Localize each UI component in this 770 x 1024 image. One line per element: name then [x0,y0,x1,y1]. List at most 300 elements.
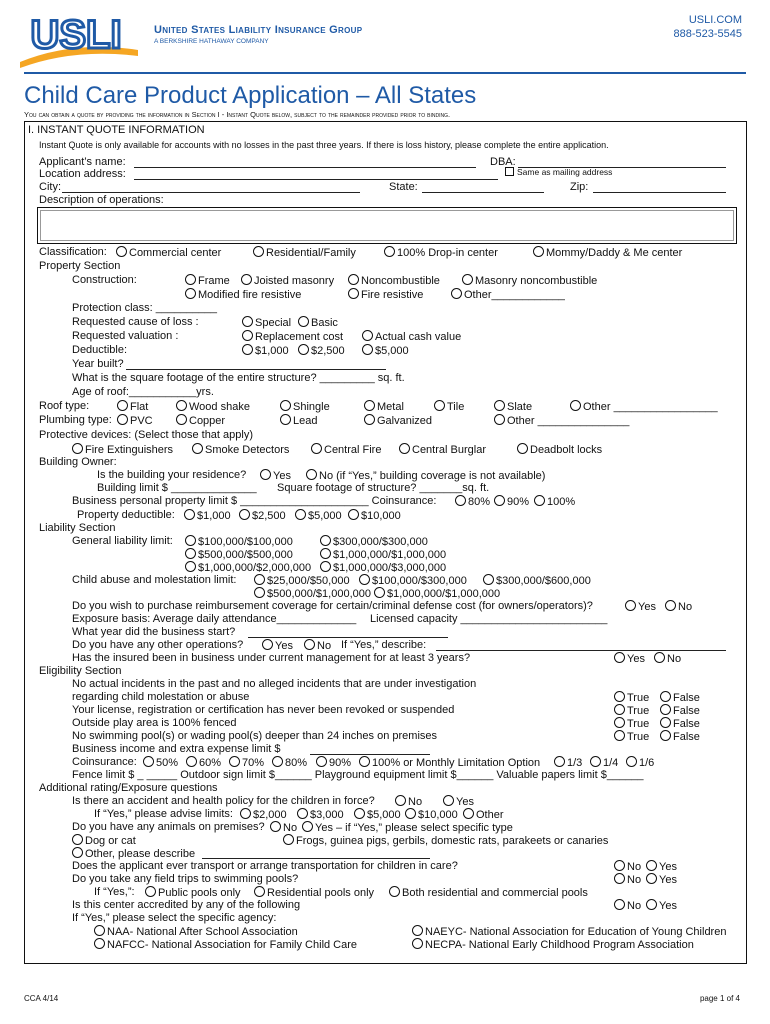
sqft-question[interactable]: What is the square footage of the entire structure? _________ sq. ft. [72,372,405,384]
protection-class[interactable]: Protection class: __________ [72,302,217,314]
ded-1000-radio[interactable] [242,344,289,357]
description-field[interactable] [37,207,737,244]
cause-basic-radio[interactable] [298,316,338,329]
pool-both[interactable] [389,886,588,899]
ci-50[interactable] [143,756,178,769]
roof-tile-radio[interactable] [434,400,464,413]
option-label: No [408,796,423,808]
radio-circle-icon [253,246,264,257]
option-label: 60% [199,757,222,769]
roof-metal-radio[interactable] [364,400,404,413]
owner-heading: Building Owner: [39,456,117,468]
plumb-galv-radio[interactable] [364,414,432,427]
lim-3000[interactable] [297,808,344,821]
const-fireres-radio[interactable] [348,288,423,301]
plumb-lead-radio[interactable] [280,414,317,427]
lim-10000[interactable] [405,808,458,821]
radio-circle-icon [494,495,505,506]
option-label: 1/4 [603,757,619,769]
option-label: True [627,705,650,717]
form-number: CCA 4/14 [24,994,59,1003]
prot-deadbolt-radio[interactable] [517,443,602,456]
field-yes[interactable] [646,873,677,886]
prot-smoke-radio[interactable] [192,443,289,456]
option-label: $300,000/$600,000 [496,575,591,587]
field-no[interactable] [614,873,641,886]
animals-q: Do you have any animals on premises? [72,821,265,833]
option-label: Yes [659,874,677,886]
licensed-capacity[interactable]: Licensed capacity ________________________ [370,613,608,625]
radio-circle-icon [434,400,445,411]
agency-necpa[interactable] [412,938,694,951]
radio-circle-icon [494,414,505,425]
option-label: $2,500 [252,510,286,522]
same-mailing-label: Same as mailing address [517,167,613,177]
describe-field[interactable] [436,650,726,651]
const-frame-radio[interactable] [185,274,230,287]
option-label: Yes – if “Yes,” please select specific type [315,822,513,834]
radio-circle-icon [242,330,253,341]
ded-5000-radio[interactable] [362,344,409,357]
radio-circle-icon [359,574,370,585]
applicant-name-label: Applicant’s name: [39,156,126,168]
agency-label: If “Yes,” please select the specific agency: [72,912,277,924]
radio-circle-icon [192,443,203,454]
radio-circle-icon [295,509,306,520]
option-label: $1,000 [197,510,231,522]
elig-q2-true[interactable] [614,704,649,717]
option-label: 70% [242,757,265,769]
option-label: $5,000 [367,809,401,821]
prot-central-fire-radio[interactable] [311,443,381,456]
radio-circle-icon [660,730,671,741]
roof-slate-radio[interactable] [494,400,532,413]
class-commercial-radio[interactable] [116,246,221,259]
radio-circle-icon [260,469,271,480]
agency-naeyc[interactable] [412,925,726,938]
radio-circle-icon [185,548,196,559]
option-label: Yes [627,653,645,665]
val-acv-radio[interactable] [362,330,461,343]
city-label: City: [39,181,61,193]
radio-circle-icon [117,400,128,411]
year-start-field[interactable] [248,637,448,638]
val-replacement-radio[interactable] [242,330,343,343]
radio-circle-icon [412,938,423,949]
radio-circle-icon [254,886,265,897]
radio-circle-icon [242,344,253,355]
accredited-no[interactable] [614,899,641,912]
radio-circle-icon [614,899,625,910]
ci-90[interactable] [316,756,351,769]
owner-yes-radio[interactable] [260,469,291,482]
reimb-yes-radio[interactable] [625,600,656,613]
roof-age[interactable]: Age of roof:___________yrs. [72,386,214,398]
structure-sqft[interactable]: Square footage of structure? _______sq. ft. [277,482,490,494]
pool-residential[interactable] [254,886,374,899]
gl-500k-radio[interactable] [185,548,293,561]
logo-text: USLI [30,13,122,57]
ci-1-4[interactable] [590,756,618,769]
building-limit[interactable]: Building limit $ ______________ [97,482,257,494]
radio-circle-icon [646,873,657,884]
radio-circle-icon [72,834,83,845]
owner-residence-q: Is the building your residence? [97,469,247,481]
abuse-25k-radio[interactable] [254,574,350,587]
accident-q: Is there an accident and health policy for the children in force? [72,795,375,807]
radio-circle-icon [241,274,252,285]
radio-circle-icon [240,808,251,819]
option-label: True [627,692,650,704]
option-label: $1,000 [255,345,289,357]
option-label: Flat [130,401,149,413]
option-label: Slate [507,401,533,413]
elig-q4-true[interactable] [614,730,649,743]
insured-yes-radio[interactable] [614,652,645,665]
radio-circle-icon [646,860,657,871]
applicant-name-field[interactable] [134,167,476,168]
subtitle: You can obtain a quote by providing the information in Section I - Instant Quote below, subject to the remainder provided prior to binding. [24,110,451,119]
radio-circle-icon [297,808,308,819]
elig-q2: Your license, registration or certification has never been revoked or suspended [72,704,455,716]
elig-q3-true[interactable] [614,717,649,730]
elig-q4-false[interactable] [660,730,700,743]
const-noncomb-radio[interactable] [348,274,440,287]
option-label: Basic [311,317,338,329]
radio-circle-icon [665,600,676,611]
class-residential-radio[interactable] [253,246,356,259]
pd-5000-radio[interactable] [295,509,342,522]
radio-circle-icon [534,495,545,506]
option-label: No [678,601,693,613]
exposure-basis[interactable]: Exposure basis: Average daily attendance_____________ [72,613,357,625]
option-label: Residential pools only [267,887,375,899]
radio-circle-icon [348,274,359,285]
additional-heading: Additional rating/Exposure questions [39,782,218,794]
option-label: Galvanized [377,415,433,427]
plumb-copper-radio[interactable] [176,414,225,427]
option-label: Deadbolt locks [530,444,603,456]
class-dropin-radio[interactable] [384,246,498,259]
option-label: NAA- National After School Association [107,926,298,938]
other-ops-label: Do you have any other operations? [72,639,244,651]
radio-circle-icon [185,274,196,285]
radio-circle-icon [145,886,156,897]
option-label: Noncombustible [361,275,440,287]
radio-circle-icon [272,756,283,767]
radio-circle-icon [117,414,128,425]
agency-nafcc[interactable] [94,938,357,951]
animals-yes-radio[interactable] [302,821,513,834]
option-label: 90% [507,496,530,508]
radio-circle-icon [185,561,196,572]
option-label: $1,000,000/$3,000,000 [333,562,447,574]
cause-special-radio[interactable] [242,316,291,329]
elig-q3-false[interactable] [660,717,700,730]
gl-100k-radio[interactable] [185,535,293,548]
cause-label: Requested cause of loss : [72,316,199,328]
location-field[interactable] [134,179,498,180]
bi-limit-field[interactable] [310,754,430,755]
transport-yes[interactable] [646,860,677,873]
option-label: No [627,874,642,886]
radio-circle-icon [185,288,196,299]
abuse-1m-radio[interactable] [374,587,500,600]
option-label: NAEYC- National Association for Education of Young Children [425,926,727,938]
radio-circle-icon [283,834,294,845]
reimb-no-radio[interactable] [665,600,692,613]
elig-q1a: No actual incidents in the past and no alleged incidents that are under investigation [72,678,477,690]
radio-circle-icon [405,808,416,819]
option-label: $100,000/$300,000 [372,575,467,587]
radio-circle-icon [614,730,625,741]
company-sub: A BERKSHIRE HATHAWAY COMPANY [154,38,269,45]
radio-circle-icon [94,938,105,949]
radio-circle-icon [302,821,313,832]
pd-10000-radio[interactable] [348,509,401,522]
option-label: No [317,640,332,652]
abuse-300k-radio[interactable] [483,574,591,587]
radio-circle-icon [320,548,331,559]
radio-circle-icon [451,288,462,299]
roof-shingle-radio[interactable] [280,400,330,413]
radio-circle-icon [72,847,83,858]
gl-300k-radio[interactable] [320,535,428,548]
option-label: $10,000 [361,510,401,522]
prop-ded-label: Property deductible: [77,509,175,521]
agency-naa[interactable] [94,925,298,938]
radio-circle-icon [316,756,327,767]
radio-circle-icon [389,886,400,897]
radio-circle-icon [348,509,359,520]
ci-1-3[interactable] [554,756,582,769]
city-field[interactable] [62,192,360,193]
option-label: $100,000/$100,000 [198,536,293,548]
const-masonry-radio[interactable] [462,274,597,287]
radio-circle-icon [395,795,406,806]
option-label: 100% Drop-in center [397,247,498,259]
option-label: Frame [198,275,230,287]
ci-100[interactable] [359,756,540,769]
radio-circle-icon [533,246,544,257]
radio-circle-icon [614,717,625,728]
ci-70[interactable] [229,756,264,769]
transport-no[interactable] [614,860,641,873]
coins-80-radio[interactable] [455,495,490,508]
radio-circle-icon [298,316,309,327]
abuse-100k-radio[interactable] [359,574,467,587]
ci-60[interactable] [186,756,221,769]
option-label: Other____________ [464,289,565,301]
plumb-pvc-radio[interactable] [117,414,153,427]
section1-note: Instant Quote is only available for accounts with no losses in the past three years. If there is loss history, please complete the entire application. [39,140,609,150]
lim-other[interactable] [463,808,504,821]
transport-q: Does the applicant ever transport or arrange transportation for children in care? [72,860,458,872]
option-label: Central Fire [324,444,382,456]
state-field[interactable] [422,192,544,193]
const-other-radio[interactable] [451,288,565,301]
option-label: Actual cash value [375,331,462,343]
option-label: True [627,731,650,743]
accident-no-radio[interactable] [395,795,422,808]
const-joisted-radio[interactable] [241,274,334,287]
other-ops-no-radio[interactable] [304,639,331,652]
elig-q4: No swimming pool(s) or wading pool(s) deeper than 24 inches on premises [72,730,438,742]
radio-circle-icon [239,509,250,520]
pool-public[interactable] [145,886,241,899]
description-label: Description of operations: [39,194,164,206]
radio-circle-icon [384,246,395,257]
option-label: $1,000,000/$2,000,000 [198,562,312,574]
same-mailing-checkbox[interactable] [505,167,612,177]
const-modified-radio[interactable] [185,288,301,301]
abuse-500k-radio[interactable] [254,587,371,600]
zip-label: Zip: [570,181,589,193]
eligibility-heading: Eligibility Section [39,665,122,677]
option-label: Other [476,809,504,821]
option-label: $5,000 [308,510,342,522]
option-label: $2,500 [311,345,345,357]
radio-circle-icon [463,808,474,819]
pd-1000-radio[interactable] [184,509,231,522]
radio-circle-icon [298,344,309,355]
radio-circle-icon [176,414,187,425]
reimb-question: Do you wish to purchase reimbursement coverage for certain/criminal defense cost (for owners/operators)? [72,600,593,612]
option-label: $1,000,000/$1,000,000 [387,588,501,600]
gl-1m2m-radio[interactable] [185,561,311,574]
prot-fire-ext-radio[interactable] [72,443,173,456]
plumb-other-radio[interactable] [494,414,629,427]
insured-no-radio[interactable] [654,652,681,665]
other-animal-field[interactable] [202,858,430,859]
roof-wood-radio[interactable] [176,400,250,413]
radio-circle-icon [72,443,83,454]
bpp-limit[interactable]: Business personal property limit $ _____________________ Coinsurance: [72,495,437,507]
lim-2000[interactable] [240,808,287,821]
valuation-label: Requested valuation : [72,330,179,342]
radio-circle-icon [280,400,291,411]
frogs-radio[interactable] [283,834,608,847]
radio-circle-icon [455,495,466,506]
owner-no-radio[interactable] [306,469,545,482]
radio-circle-icon [654,652,665,663]
bi-limit-label: Business income and extra expense limit $ [72,743,281,755]
option-label: PVC [130,415,153,427]
option-label: Other _________________ [583,401,718,413]
radio-circle-icon [280,414,291,425]
option-label: $25,000/$50,000 [267,575,350,587]
option-label: No [667,653,682,665]
ded-2500-radio[interactable] [298,344,345,357]
option-label: Copper [189,415,226,427]
radio-circle-icon [614,704,625,715]
radio-circle-icon [242,316,253,327]
coins-100-radio[interactable] [534,495,575,508]
option-label: Fire resistive [361,289,424,301]
gl-1m-radio[interactable] [320,548,446,561]
radio-circle-icon [614,873,625,884]
accredited-yes[interactable] [646,899,677,912]
page-number: page 1 of 4 [699,994,740,1003]
radio-circle-icon [399,443,410,454]
option-label: Residential/Family [266,247,356,259]
roof-flat-radio[interactable] [117,400,148,413]
option-label: 80% [468,496,491,508]
dog-cat-radio[interactable] [72,834,136,847]
option-label: No [627,900,642,912]
class-mommy-radio[interactable] [533,246,682,259]
plumbing-label: Plumbing type: [39,414,112,426]
deductible-label: Deductible: [72,344,128,356]
other-ops-yes-radio[interactable] [262,639,293,652]
option-label: Mommy/Daddy & Me center [546,247,683,259]
elig-q1-false[interactable] [660,691,700,704]
option-label: Masonry noncombustible [475,275,598,287]
construction-label: Construction: [72,274,137,286]
location-label: Location address: [39,168,126,180]
radio-circle-icon [554,756,565,767]
option-label: $10,000 [418,809,458,821]
radio-circle-icon [660,704,671,715]
accident-yes-radio[interactable] [443,795,474,808]
pd-2500-radio[interactable] [239,509,286,522]
website: USLI.COM [688,14,742,26]
lim-5000[interactable] [354,808,401,821]
prot-central-burglar-radio[interactable] [399,443,486,456]
radio-circle-icon [306,469,317,480]
zip-field[interactable] [593,192,726,193]
fence-limits[interactable]: Fence limit $ _ _____ Outdoor sign limit $______ Playground equipment limit $______ Valuable papers limit $______ [72,769,644,781]
property-heading: Property Section [39,260,121,272]
usli-logo [14,10,144,70]
radio-circle-icon [311,443,322,454]
option-label: Yes [659,900,677,912]
coins-90-radio[interactable] [494,495,529,508]
year-start-label: What year did the business start? [72,626,236,638]
radio-circle-icon [614,860,625,871]
option-label: 1/3 [567,757,583,769]
option-label: False [673,731,700,743]
ci-1-6[interactable] [626,756,654,769]
gl-1m3m-radio[interactable] [320,561,446,574]
ci-80[interactable] [272,756,307,769]
elig-q1-true[interactable] [614,691,649,704]
option-label: Yes [273,470,291,482]
page-title: Child Care Product Application – All States [24,82,477,109]
roof-label: Roof type: [39,400,90,412]
option-label: Metal [377,401,404,413]
radio-circle-icon [185,535,196,546]
radio-circle-icon [483,574,494,585]
radio-circle-icon [354,808,365,819]
elig-q1b: regarding child molestation or abuse [72,691,250,703]
other-animal-radio[interactable] [72,847,195,860]
radio-circle-icon [143,756,154,767]
radio-circle-icon [443,795,454,806]
animals-no-radio[interactable] [270,821,297,834]
option-label: Joisted masonry [254,275,335,287]
radio-circle-icon [362,330,373,341]
option-label: 80% [285,757,308,769]
year-built-field[interactable] [126,369,386,370]
roof-other-radio[interactable] [570,400,718,413]
option-label: Other, please describe [85,848,196,860]
field-trips-q: Do you take any field trips to swimming pools? [72,873,299,885]
elig-q2-false[interactable] [660,704,700,717]
radio-circle-icon [660,691,671,702]
option-label: $3,000 [310,809,344,821]
abuse-label: Child abuse and molestation limit: [72,574,237,586]
